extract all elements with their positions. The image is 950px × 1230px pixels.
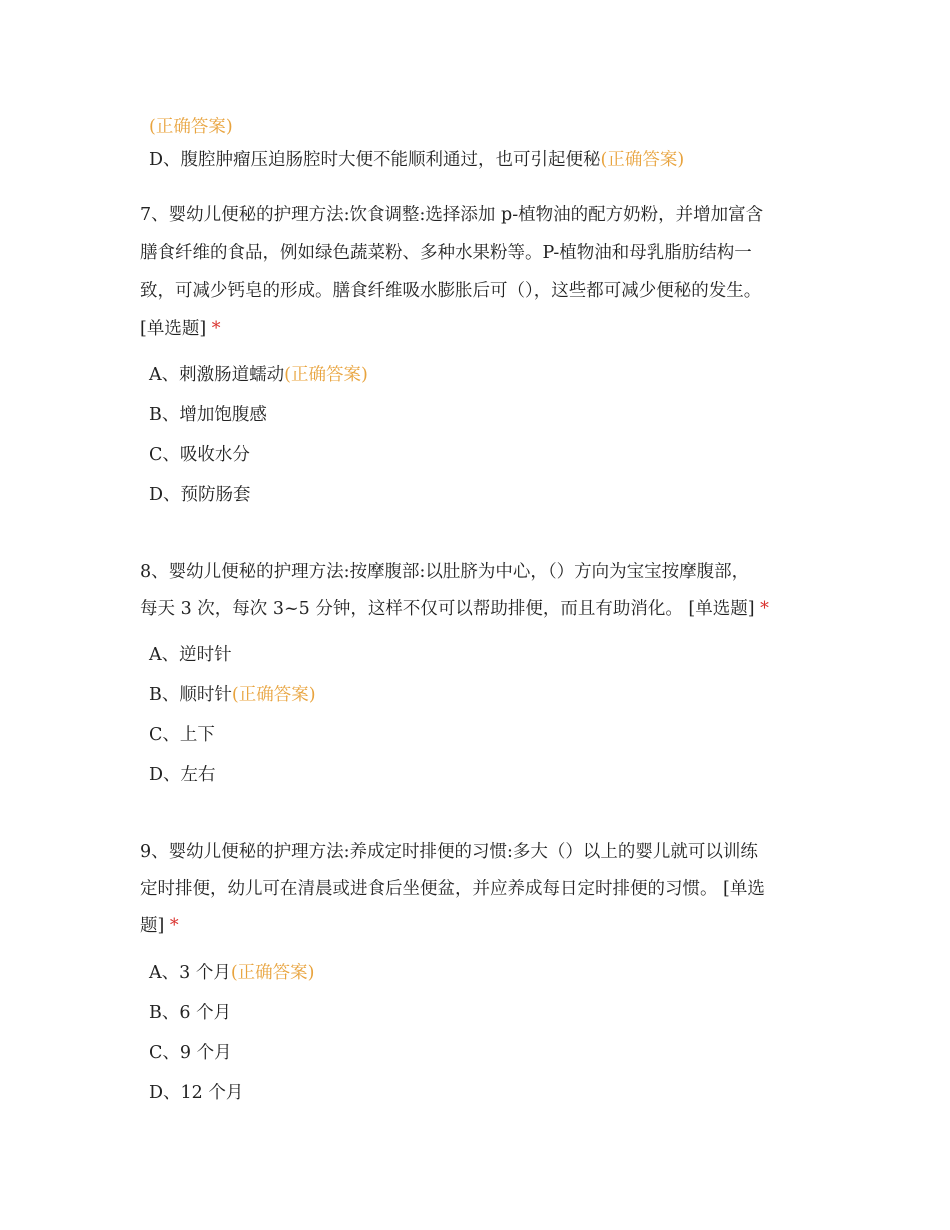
option-d[interactable] [149, 763, 216, 787]
option-c[interactable] [149, 1041, 232, 1065]
question-type-label: 题] [140, 916, 165, 936]
required-star: * [169, 916, 179, 936]
question-type-line [140, 914, 179, 938]
option-b[interactable] [149, 403, 267, 427]
correct-answer-tag: (正确答案) [149, 117, 233, 137]
option-text: 预防肠套 [180, 485, 251, 505]
option-letter: D、 [149, 485, 181, 505]
option-text: 刺激肠道蠕动 [179, 365, 285, 385]
question-text-line: 定时排便，幼儿可在清晨或进食后坐便盆，并应养成每日定时排便的习惯。 [单选 [140, 879, 765, 899]
option-letter: D、 [149, 765, 181, 785]
question-text-line: 9、婴幼儿便秘的护理方法:养成定时排便的习惯:多大（）以上的婴儿就可以训练 [140, 842, 758, 862]
question-text-line: 8、婴幼儿便秘的护理方法:按摩腹部:以肚脐为中心，（）方向为宝宝按摩腹部， [140, 562, 750, 582]
option-b[interactable] [149, 1001, 231, 1025]
correct-answer-tag: (正确答案) [284, 365, 368, 385]
option-letter: B、 [149, 685, 180, 705]
option-text: 12 个月 [180, 1083, 244, 1103]
correct-answer-tag: (正确答案) [600, 150, 685, 170]
option-c[interactable] [149, 443, 250, 467]
option-a[interactable] [149, 363, 368, 387]
option-c[interactable] [149, 723, 215, 747]
option-text: 左右 [180, 765, 216, 785]
option-letter: A、 [149, 963, 180, 983]
option-letter: C、 [149, 445, 180, 465]
option-d[interactable] [149, 483, 251, 507]
required-star: * [760, 599, 769, 619]
option-letter: A、 [149, 365, 180, 385]
option-letter: A、 [149, 645, 180, 665]
option-letter: D、 [149, 150, 181, 170]
option-letter: B、 [149, 1003, 180, 1023]
option-letter: D、 [149, 1083, 181, 1103]
correct-answer-tag: (正确答案) [230, 963, 315, 983]
question-text: 每天 3 次，每次 3~5 分钟，这样不仅可以帮助排便，而且有助消化。 [单选题] [140, 599, 755, 619]
option-text: 6 个月 [179, 1003, 232, 1023]
option-d [149, 148, 684, 172]
option-a[interactable] [149, 961, 315, 985]
question-text-line: 致，可减少钙皂的形成。膳食纤维吸水膨胀后可（），这些都可减少便秘的发生。 [140, 281, 762, 301]
required-star: * [211, 319, 221, 339]
option-text: 吸收水分 [179, 445, 250, 465]
question-type-line [140, 317, 220, 341]
option-text: 腹腔肿瘤压迫肠腔时大便不能顺利通过，也可引起便秘 [180, 150, 601, 170]
question-text-line: 7、婴幼儿便秘的护理方法:饮食调整:选择添加 p-植物油的配方奶粉，并增加富含 [140, 205, 764, 225]
correct-answer-tag: (正确答案) [231, 685, 316, 705]
option-text: 9 个月 [179, 1043, 232, 1063]
option-letter: C、 [149, 725, 180, 745]
option-text: 顺时针 [179, 685, 232, 705]
question-text-line: 膳食纤维的食品，例如绿色蔬菜粉、多种水果粉等。P-植物油和母乳脂肪结构一 [140, 243, 752, 263]
option-text: 3 个月 [179, 963, 231, 983]
option-text: 上下 [179, 725, 215, 745]
option-text: 增加饱腹感 [179, 405, 267, 425]
option-text: 逆时针 [179, 645, 232, 665]
question-type-label: [单选题] [140, 319, 207, 339]
option-letter: C、 [149, 1043, 180, 1063]
question-text-line [140, 597, 769, 621]
option-d[interactable] [149, 1081, 243, 1105]
option-letter: B、 [149, 405, 180, 425]
option-a[interactable] [149, 643, 232, 667]
option-b[interactable] [149, 683, 316, 707]
